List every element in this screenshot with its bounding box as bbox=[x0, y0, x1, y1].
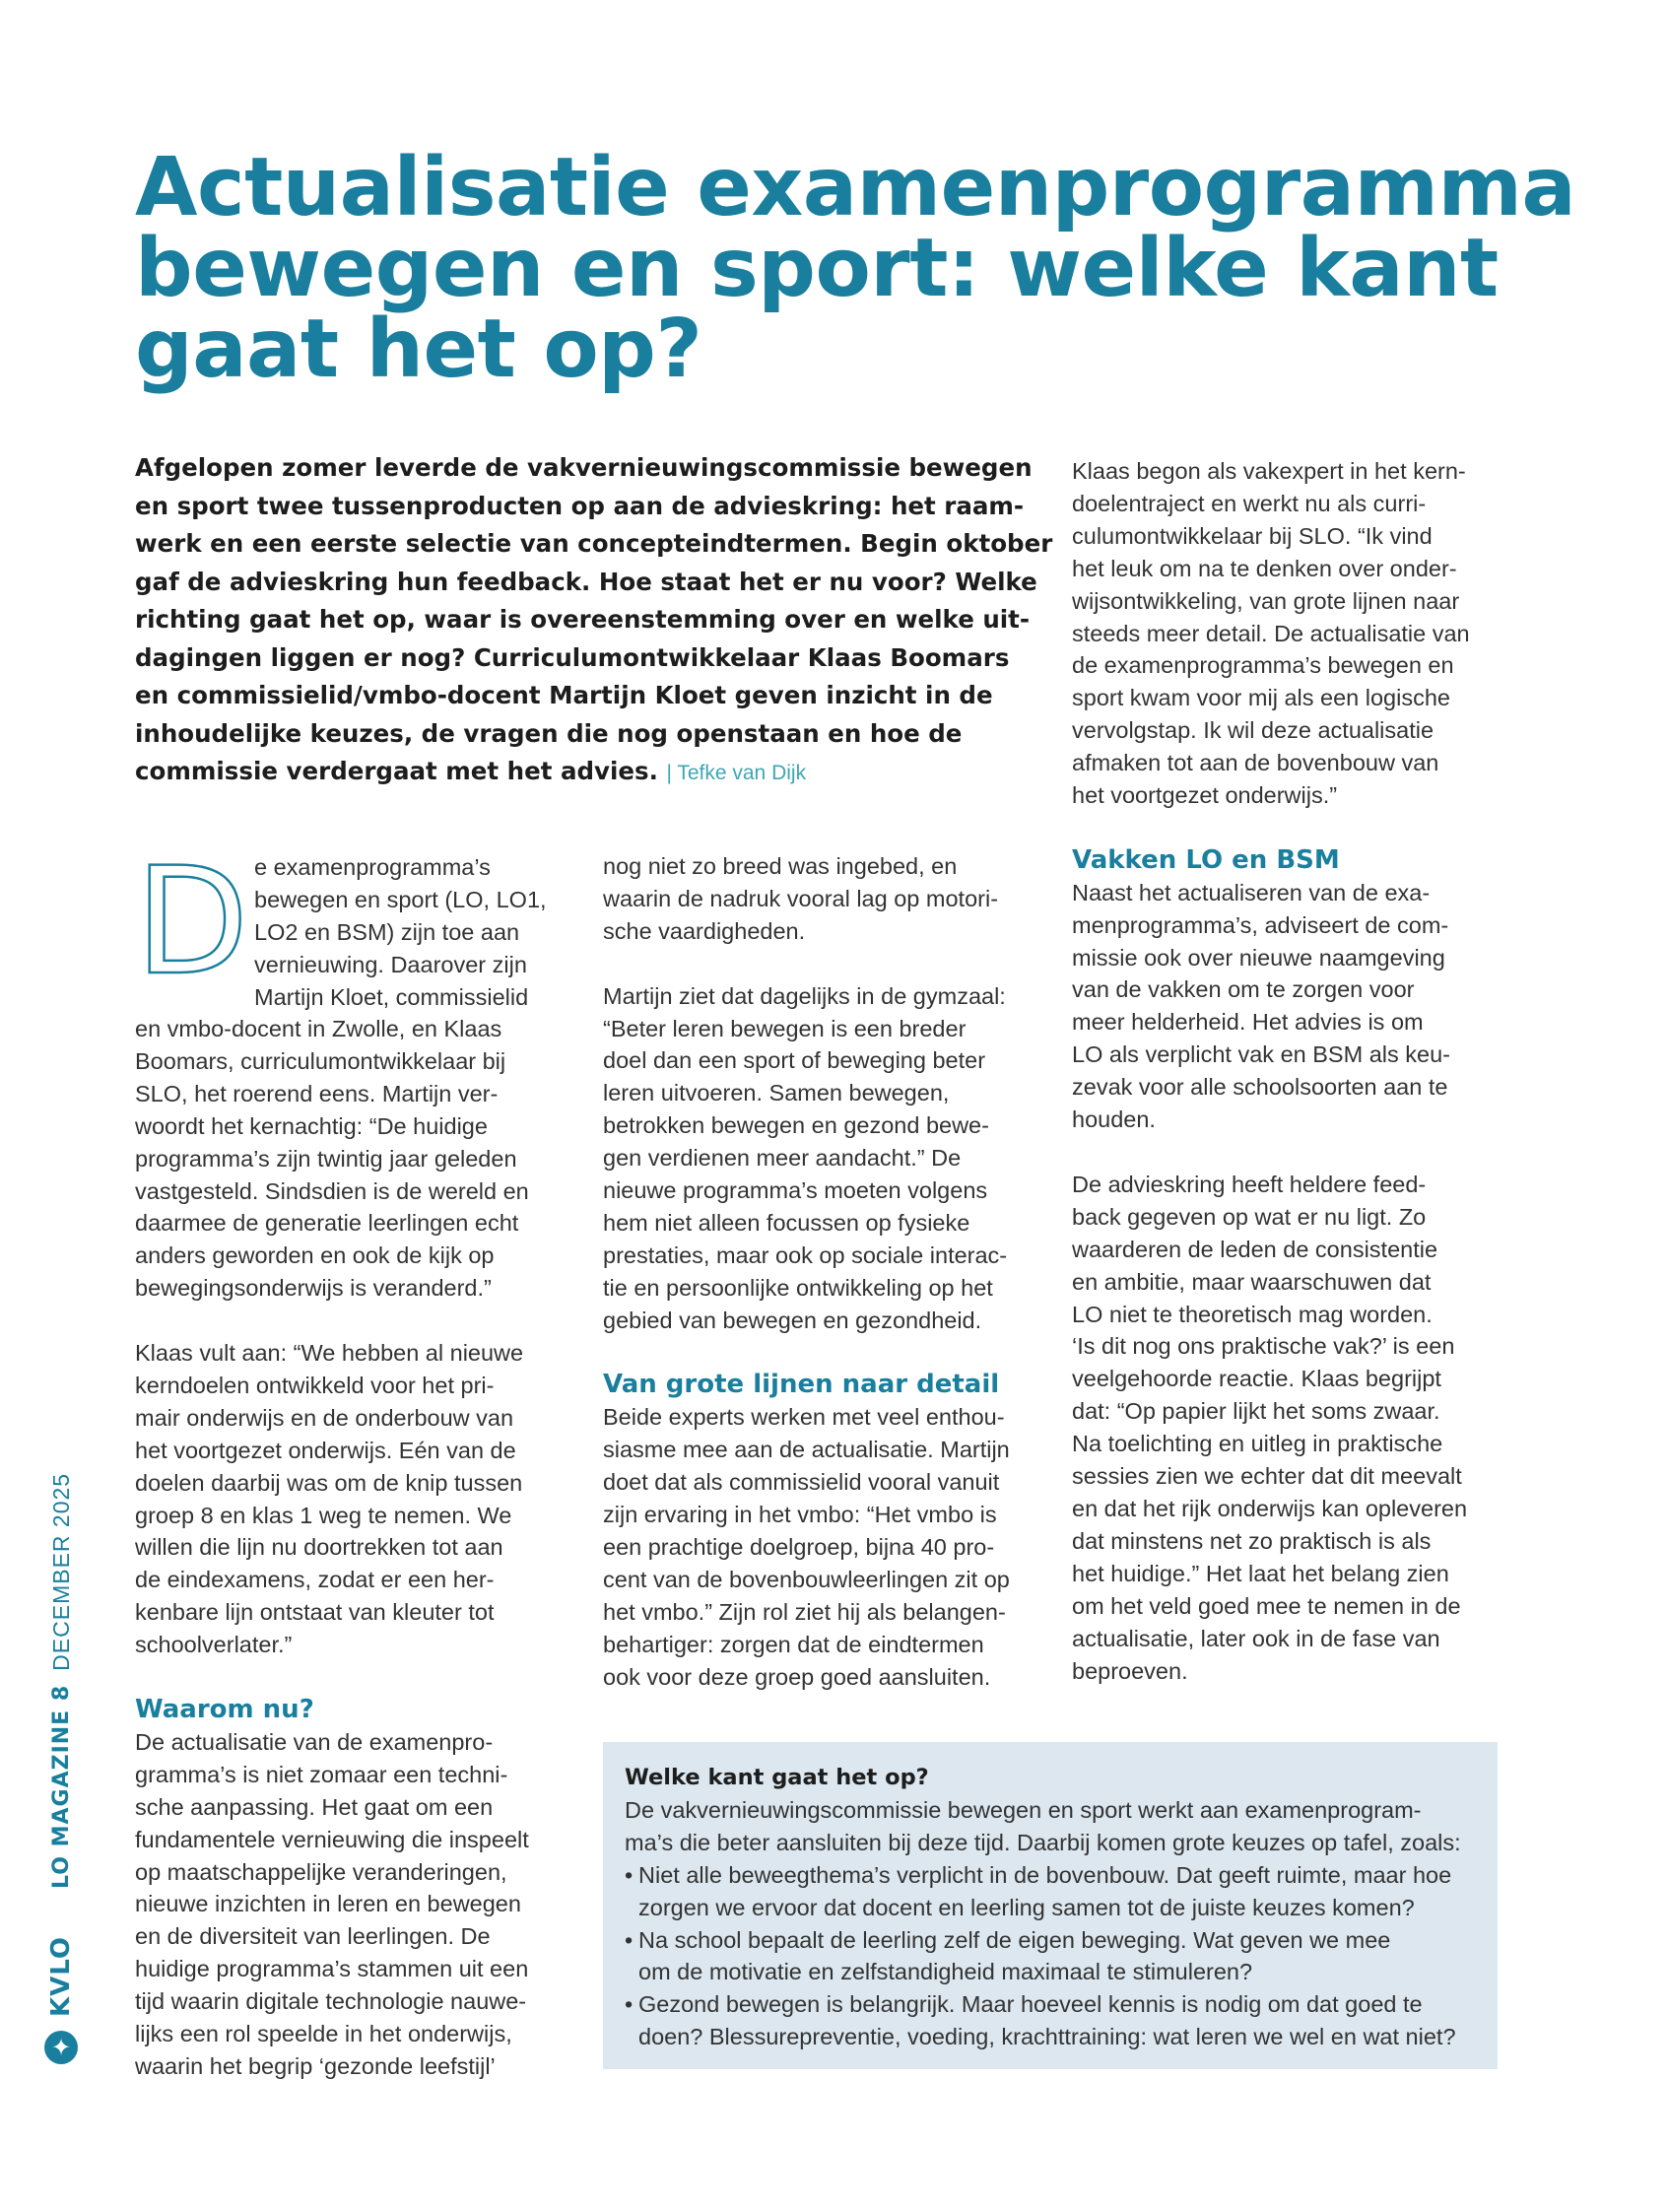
body-line: het leuk om na te denken over onder- bbox=[1072, 555, 1457, 581]
body-line: gramma’s is niet zomaar een techni- bbox=[135, 1761, 508, 1787]
body-line: doet dat als commissielid vooral vanuit bbox=[603, 1469, 1000, 1496]
bullet-text: Na school bepaalt de leerling zelf de eigen beweging. Wat geven we mee bbox=[638, 1926, 1391, 1953]
body-line: en de diversiteit van leerlingen. De bbox=[135, 1923, 491, 1950]
body-line: LO niet te theoretisch mag worden. bbox=[1072, 1301, 1433, 1327]
body-line: doelentraject en werkt nu als curri- bbox=[1072, 490, 1427, 516]
body-line: Klaas vult aan: “We hebben al nieuwe bbox=[135, 1340, 524, 1367]
body-line: steeds meer detail. De actualisatie van bbox=[1072, 620, 1470, 646]
body-line: waarderen de leden de consistentie bbox=[1072, 1236, 1438, 1262]
intro-line: en sport twee tussenproducten op aan de advieskring: het raam- bbox=[135, 491, 1025, 520]
body-line: Na toelichting en uitleg in praktische bbox=[1072, 1431, 1443, 1457]
body-line: LO2 en BSM) zijn toe aan bbox=[254, 918, 520, 945]
body-line: kerndoelen ontwikkeld voor het pri- bbox=[135, 1372, 495, 1398]
body-line: prestaties, maar ook op sociale interac- bbox=[603, 1241, 1008, 1268]
kvlo-logo-icon: ✦ bbox=[44, 2031, 78, 2064]
intro-line: Afgelopen zomer leverde de vakvernieuwingscommissie bewegen bbox=[135, 453, 1033, 482]
bullet-item-continued: doen? Blessurepreventie, voeding, krachttraining: wat leren we wel en wat niet? bbox=[638, 2024, 1456, 2050]
body-line: willen die lijn nu doortrekken tot aan bbox=[135, 1534, 503, 1561]
body-line: De advieskring heeft heldere feed- bbox=[1072, 1171, 1427, 1197]
bullet-item bbox=[625, 1924, 1478, 1957]
body-line: vastgesteld. Sindsdien is de wereld en bbox=[135, 1177, 529, 1204]
body-line: culumontwikkelaar bij SLO. “Ik vind bbox=[1072, 522, 1433, 549]
body-line: vernieuwing. Daarover zijn bbox=[254, 951, 527, 977]
body-line: menprogramma’s, adviseert de com- bbox=[1072, 911, 1449, 938]
body-line: om het veld goed mee te nemen in de bbox=[1072, 1592, 1461, 1619]
body-line: nieuwe inzichten in leren en bewegen bbox=[135, 1891, 521, 1917]
body-line: Beide experts werken met veel enthou- bbox=[603, 1404, 1005, 1431]
body-line: gen verdienen meer aandacht.” De bbox=[603, 1145, 962, 1172]
body-line: waarin de nadruk vooral lag op motori- bbox=[603, 885, 999, 911]
body-line: wijsontwikkeling, van grote lijnen naar bbox=[1072, 587, 1460, 614]
title-line: bewegen en sport: welke kant bbox=[135, 222, 1499, 315]
body-line: SLO, het roerend eens. Martijn ver- bbox=[135, 1080, 499, 1106]
body-line: het voortgezet onderwijs. Eén van de bbox=[135, 1437, 516, 1463]
body-line: mair onderwijs en de onderbouw van bbox=[135, 1404, 514, 1431]
body-line: een prachtige doelgroep, bijna 40 pro- bbox=[603, 1534, 995, 1560]
body-line: het huidige.” Het laat het belang zien bbox=[1072, 1560, 1449, 1586]
issue-date: DECEMBER 2025 bbox=[47, 1472, 74, 1671]
body-line: houden. bbox=[1072, 1106, 1156, 1133]
body-line: LO als verplicht vak en BSM als keu- bbox=[1072, 1041, 1450, 1068]
column-2 bbox=[603, 850, 1046, 1694]
column-1 bbox=[135, 1013, 568, 2083]
body-line: en vmbo-docent in Zwolle, en Klaas bbox=[135, 1016, 502, 1041]
bullet-item bbox=[625, 1988, 1478, 2021]
body-line: Martijn ziet dat dagelijks in de gymzaal: bbox=[603, 982, 1006, 1009]
body-line: sport kwam voor mij als een logische bbox=[1072, 685, 1450, 711]
body-line: bewegingsonderwijs is veranderd.” bbox=[135, 1275, 492, 1302]
info-box bbox=[603, 1742, 1498, 2069]
body-line: groep 8 en klas 1 weg te nemen. We bbox=[135, 1502, 512, 1528]
intro-line-text: commissie verdergaat met het advies. bbox=[135, 757, 658, 785]
body-line: dat: “Op papier lijkt het soms zwaar. bbox=[1072, 1398, 1440, 1425]
body-line: waarin het begrip ‘gezonde leefstijl’ bbox=[135, 2052, 496, 2079]
body-line: missie ook over nieuwe naamgeving bbox=[1072, 944, 1445, 971]
body-line: ‘Is dit nog ons praktische vak?’ is een bbox=[1072, 1333, 1455, 1360]
body-line: zevak voor alle schoolsoorten aan te bbox=[1072, 1074, 1448, 1101]
body-line: van de vakken om te zorgen voor bbox=[1072, 976, 1415, 1003]
body-line: sche aanpassing. Het gaat om een bbox=[135, 1793, 494, 1820]
article-title bbox=[135, 141, 1576, 396]
body-line: zijn ervaring in het vmbo: “Het vmbo is bbox=[603, 1502, 997, 1528]
bullet-item-continued: om de motivatie en zelfstandigheid maximaal te stimuleren? bbox=[638, 1959, 1253, 1985]
body-line: programma’s zijn twintig jaar geleden bbox=[135, 1145, 517, 1172]
body-line: hem niet alleen focussen op fysieke bbox=[603, 1209, 970, 1236]
bullet-marker: • bbox=[625, 1991, 634, 2018]
author-credit: | Tefke van Dijk bbox=[666, 762, 807, 784]
body-line: betrokken bewegen en gezond bewe- bbox=[603, 1112, 989, 1139]
column-3 bbox=[1072, 455, 1505, 1687]
body-line: daarmee de generatie leerlingen echt bbox=[135, 1210, 519, 1237]
bullet-marker: • bbox=[625, 1861, 634, 1888]
body-line: en dat het rijk onderwijs kan opleveren bbox=[1072, 1495, 1468, 1521]
body-line: sessies zien we echter dat dit meevalt bbox=[1072, 1463, 1462, 1490]
info-box-content bbox=[625, 1762, 1478, 2053]
drop-cap: D bbox=[135, 837, 249, 1008]
intro-line: richting gaat het op, waar is overeenstemming over en welke uit- bbox=[135, 605, 1031, 634]
vertical-footer bbox=[41, 1453, 81, 2064]
body-line: actualisatie, later ook in de fase van bbox=[1072, 1625, 1440, 1651]
body-line: op maatschappelijke veranderingen, bbox=[135, 1858, 507, 1885]
body-line: beproeven. bbox=[1072, 1657, 1188, 1684]
body-line: siasme mee aan de actualisatie. Martijn bbox=[603, 1437, 1010, 1463]
intro-line: dagingen liggen er nog? Curriculumontwikkelaar Klaas Boomars bbox=[135, 642, 1010, 672]
body-line: huidige programma’s stammen uit een bbox=[135, 1956, 529, 1982]
body-line: bewegen en sport (LO, LO1, bbox=[254, 886, 547, 912]
info-box-title: Welke kant gaat het op? bbox=[625, 1765, 929, 1790]
body-line: back gegeven op wat er nu ligt. Zo bbox=[1072, 1203, 1427, 1230]
bullet-item-continued: zorgen we ervoor dat docent en leerling samen tot de juiste keuzes komen? bbox=[638, 1894, 1415, 1920]
body-line: anders geworden en ook de kijk op bbox=[135, 1242, 495, 1269]
intro-line bbox=[135, 753, 1041, 793]
body-line: het vmbo.” Zijn rol ziet hij als belangen- bbox=[603, 1598, 1006, 1625]
body-line: doelen daarbij was om de knip tussen bbox=[135, 1469, 523, 1496]
body-line: woordt het kernachtig: “De huidige bbox=[135, 1112, 488, 1139]
body-line: afmaken tot aan de bovenbouw van bbox=[1072, 750, 1439, 776]
body-line: nieuwe programma’s moeten volgens bbox=[603, 1177, 988, 1204]
body-line: de eindexamens, zodat er een her- bbox=[135, 1567, 495, 1593]
body-line: “Beter leren bewegen is een breder bbox=[603, 1015, 967, 1041]
body-line: doel dan een sport of beweging beter bbox=[603, 1047, 986, 1074]
logo-text: KVLO bbox=[46, 1935, 76, 2017]
body-line: het voortgezet onderwijs.” bbox=[1072, 782, 1338, 809]
body-line: cent van de bovenbouwleerlingen zit op bbox=[603, 1566, 1010, 1592]
bullet-marker: • bbox=[625, 1926, 634, 1953]
section-heading-vakken-lo-bsm: Vakken LO en BSM bbox=[1072, 844, 1340, 875]
column-1-dropcap-lines bbox=[254, 851, 550, 1014]
title-line: Actualisatie examenprogramma bbox=[135, 141, 1576, 235]
body-line: Martijn Kloet, commissielid bbox=[254, 983, 529, 1010]
body-line: gebied van bewegen en gezondheid. bbox=[603, 1307, 982, 1333]
section-heading-van-grote-lijnen: Van grote lijnen naar detail bbox=[603, 1370, 1000, 1400]
body-line: fundamentele vernieuwing die inspeelt bbox=[135, 1826, 529, 1852]
intro-line: werk en een eerste selectie van concepteindtermen. Begin oktober bbox=[135, 529, 1053, 558]
info-box-line: ma’s die beter aansluiten bij deze tijd. Daarbij komen grote keuzes op tafel, zoals: bbox=[625, 1829, 1461, 1855]
body-line: vervolgstap. Ik wil deze actualisatie bbox=[1072, 717, 1434, 744]
body-line: kenbare lijn ontstaat van kleuter tot bbox=[135, 1599, 495, 1626]
body-line: meer helderheid. Het advies is om bbox=[1072, 1009, 1424, 1036]
body-line: en ambitie, maar waarschuwen dat bbox=[1072, 1268, 1432, 1295]
bullet-text: Gezond bewegen is belangrijk. Maar hoeveel kennis is nodig om dat goed te bbox=[638, 1991, 1423, 2018]
bullet-text: Niet alle beweegthema’s verplicht in de bovenbouw. Dat geeft ruimte, maar hoe bbox=[638, 1861, 1452, 1888]
magazine-name: LO MAGAZINE 8 bbox=[48, 1684, 74, 1889]
bullet-item bbox=[625, 1859, 1478, 1892]
body-line: tijd waarin digitale technologie nauwe- bbox=[135, 1988, 527, 2015]
intro-line: en commissielid/vmbo-docent Martijn Kloet geven inzicht in de bbox=[135, 681, 993, 709]
title-line: gaat het op? bbox=[135, 302, 702, 396]
body-line: schoolverlater.” bbox=[135, 1632, 293, 1658]
section-heading-waarom-nu: Waarom nu? bbox=[135, 1695, 314, 1724]
body-line: sche vaardigheden. bbox=[603, 917, 806, 944]
body-line: Naast het actualiseren van de exa- bbox=[1072, 879, 1431, 905]
body-line: de examenprogramma’s bewegen en bbox=[1072, 652, 1454, 679]
body-line: tie en persoonlijke ontwikkeling op het bbox=[603, 1274, 993, 1301]
body-line: ook voor deze groep goed aansluiten. bbox=[603, 1663, 991, 1690]
body-line: Klaas begon als vakexpert in het kern- bbox=[1072, 458, 1466, 484]
article-intro bbox=[135, 449, 1053, 793]
body-line: De actualisatie van de examenpro- bbox=[135, 1728, 494, 1755]
body-line: lijks een rol speelde in het onderwijs, bbox=[135, 2021, 512, 2047]
body-line: dat minstens net zo praktisch is als bbox=[1072, 1527, 1432, 1554]
body-line: leren uitvoeren. Samen bewegen, bbox=[603, 1080, 950, 1106]
body-line: nog niet zo breed was ingebed, en bbox=[603, 853, 958, 879]
info-box-line: De vakvernieuwingscommissie bewegen en sport werkt aan examenprogram- bbox=[625, 1796, 1422, 1823]
body-line: veelgehoorde reactie. Klaas begrijpt bbox=[1072, 1366, 1441, 1392]
body-line: behartiger: zorgen dat de eindtermen bbox=[603, 1631, 984, 1657]
body-line: Boomars, curriculumontwikkelaar bij bbox=[135, 1047, 506, 1074]
intro-line: inhoudelijke keuzes, de vragen die nog openstaan en hoe de bbox=[135, 718, 963, 748]
body-line: e examenprogramma’s bbox=[254, 854, 491, 880]
intro-line: gaf de advieskring hun feedback. Hoe staat het er nu voor? Welke bbox=[135, 567, 1037, 596]
